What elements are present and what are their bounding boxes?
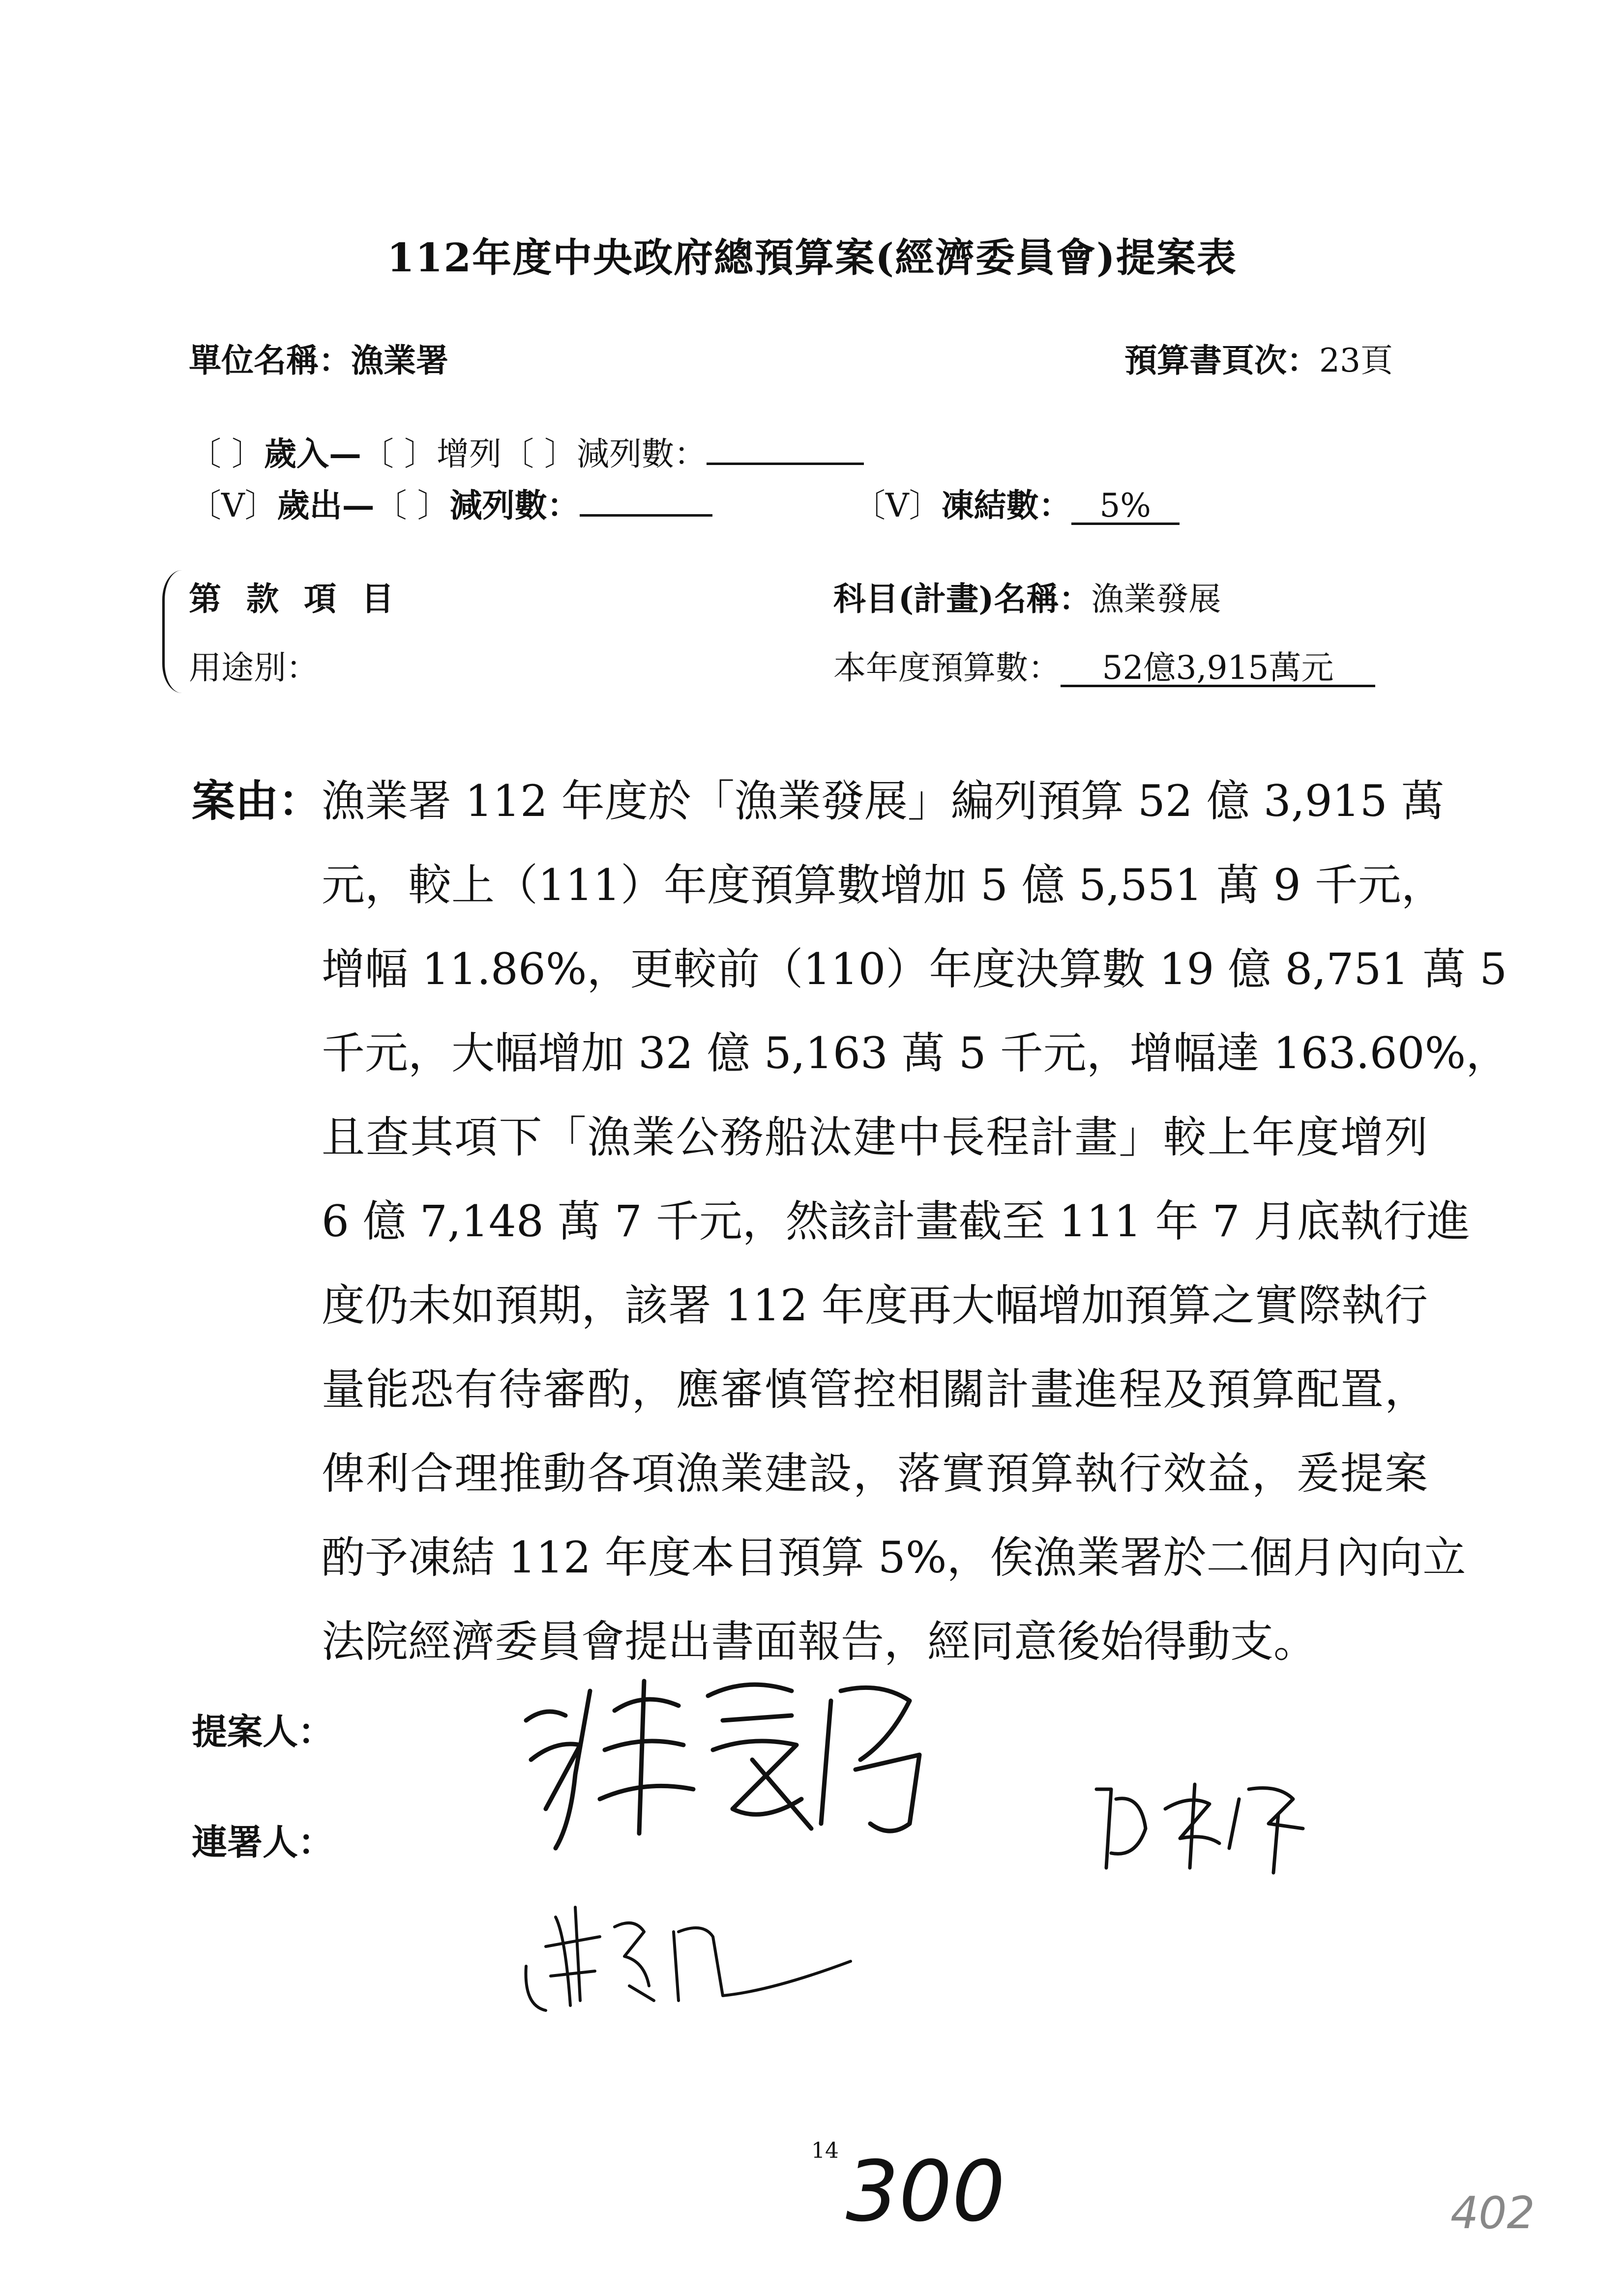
decrease-label: 減列數： — [576, 435, 707, 473]
section-brace — [162, 570, 182, 693]
increase-label: 增列 — [436, 435, 502, 473]
revenue-row — [189, 428, 864, 474]
reason-label: 案由： — [192, 775, 322, 826]
freeze-field — [853, 479, 1180, 526]
subject-value: 漁業發展 — [1091, 580, 1221, 618]
reason-line: 元，較上（111）年度預算數增加 5 億 5,551 萬 9 千元， — [322, 860, 1445, 910]
cosigner-signature-1 — [1082, 1770, 1337, 1883]
decrease-checkbox: 〔 〕 — [501, 435, 577, 473]
handwritten-page-number: 300 — [846, 2143, 1005, 2240]
budget-amount-label: 本年度預算數： — [833, 649, 1061, 687]
section-label: 第 款 項 目 — [189, 580, 401, 618]
subject-field — [833, 573, 1221, 619]
budget-amount-value: 52億3,915萬元 — [1061, 651, 1375, 687]
revenue-label: 歲入— — [264, 435, 361, 473]
budget-amount-field — [833, 641, 1375, 688]
revenue-checkbox: 〔 〕 — [189, 435, 264, 473]
reason-line: 量能恐有待審酌，應審慎管控相關計畫進程及預算配置， — [322, 1364, 1428, 1415]
budget-page — [1124, 334, 1393, 381]
usage-label: 用途別： — [189, 649, 319, 687]
freeze-checkbox: 〔V〕 — [853, 487, 942, 524]
reason-line: 且查其項下「漁業公務船汰建中長程計畫」較上年度增列 — [322, 1112, 1428, 1163]
reason-line: 酌予凍結 112 年度本目預算 5%，俟漁業署於二個月內向立 — [322, 1532, 1466, 1583]
freeze-label: 凍結數： — [941, 486, 1071, 524]
unit-name — [189, 334, 448, 381]
revenue-decrease-value — [707, 463, 864, 465]
unit-label: 單位名稱： — [189, 341, 351, 379]
reason-line: 增幅 11.86%，更較前（110）年度決算數 19 億 8,751 萬 5 — [322, 944, 1507, 994]
expense-label: 歲出— — [277, 486, 375, 524]
reason-line: 漁業署 112 年度於「漁業發展」編列預算 52 億 3,915 萬 — [322, 776, 1445, 826]
reason-line: 6 億 7,148 萬 7 千元，然該計畫截至 111 年 7 月底執行進 — [322, 1196, 1470, 1247]
budget-page-value: 23頁 — [1319, 342, 1393, 379]
budget-page-label: 預算書頁次： — [1124, 341, 1320, 379]
cosigner-signature-2 — [516, 1888, 860, 2035]
page-title: 112年度中央政府總預算案(經濟委員會)提案表 — [387, 234, 1237, 281]
reason-line: 千元，大幅增加 32 億 5,163 萬 5 千元，增幅達 163.60%， — [322, 1028, 1509, 1078]
unit-value: 漁業署 — [351, 341, 448, 379]
expense-decrease-checkbox: 〔 〕 — [374, 487, 450, 524]
reason-line: 度仍未如預期，該署 112 年度再大幅增加預算之實際執行 — [322, 1280, 1428, 1331]
expense-decrease-label: 減列數： — [449, 486, 580, 524]
reason-line: 俾利合理推動各項漁業建設，落實預算執行效益，爰提案 — [322, 1448, 1428, 1499]
subject-label: 科目(計畫)名稱： — [833, 580, 1092, 618]
proposer-signature — [516, 1661, 983, 1868]
page-number: 14 — [811, 2138, 839, 2163]
expense-row — [189, 479, 712, 526]
increase-checkbox: 〔 〕 — [361, 435, 437, 473]
expense-decrease-value — [580, 514, 712, 517]
reason-line: 法院經濟委員會提出書面報告，經同意後始得動支。 — [322, 1616, 1317, 1667]
proposer-label: 提案人： — [192, 1711, 334, 1752]
freeze-value: 5% — [1071, 489, 1180, 525]
cosigner-label: 連署人： — [192, 1821, 334, 1863]
expense-checkbox: 〔V〕 — [189, 487, 277, 524]
handwritten-corner-mark: 402 — [1450, 2187, 1535, 2239]
